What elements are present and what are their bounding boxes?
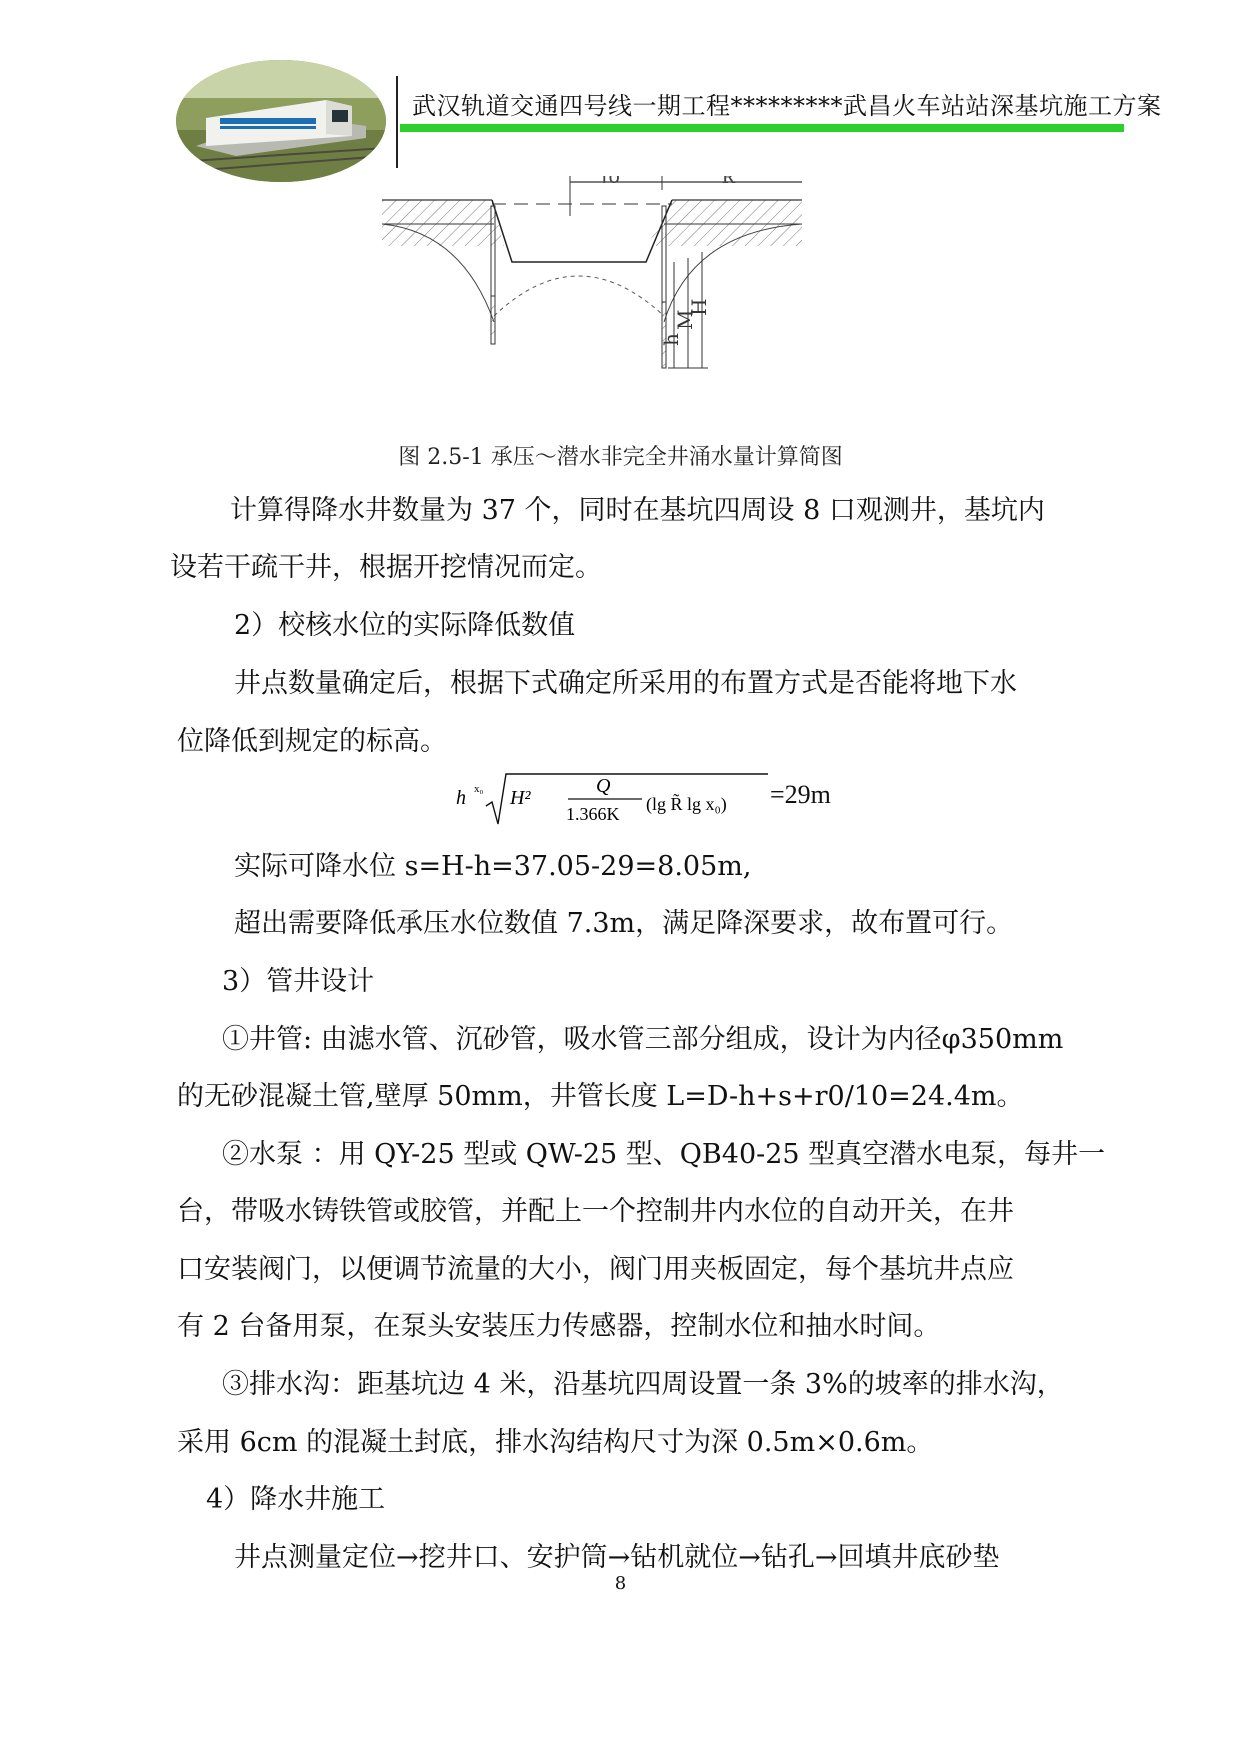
- paragraph-line: 采用 6cm 的混凝土封底，排水沟结构尺寸为深 0.5m×0.6m。: [177, 1427, 934, 1458]
- paragraph-line: 计算得降水井数量为 37 个，同时在基坑四周设 8 口观测井，基坑内: [230, 495, 1045, 526]
- h-label: h: [659, 333, 683, 346]
- formula-result: =29m: [770, 780, 831, 809]
- section-heading: 3）管井设计: [222, 966, 375, 997]
- paragraph-line: 位降低到规定的标高。: [177, 726, 447, 757]
- R-label: R: [722, 176, 736, 188]
- paragraph-line: 的无砂混凝土管,壁厚 50mm，井管长度 L=D-h+s+r0/10=24.4m。: [177, 1081, 1024, 1112]
- paragraph-line: ①井管: 由滤水管、沉砂管，吸水管三部分组成，设计为内径φ350mm: [222, 1024, 1064, 1055]
- r0-label: ro: [602, 176, 620, 188]
- figure-caption: 图 2.5-1 承压～潜水非完全井涌水量计算简图: [398, 445, 843, 470]
- formula-denominator: 1.366K: [566, 804, 620, 824]
- header-divider: [396, 76, 398, 168]
- train-logo-image: [176, 60, 386, 182]
- paragraph-line: ③排水沟：距基坑边 4 米，沿基坑四周设置一条 3%的坡率的排水沟，: [222, 1369, 1064, 1400]
- header-title: 武汉轨道交通四号线一期工程*********武昌火车站站深基坑施工方案: [412, 92, 1162, 120]
- H-label: H: [687, 298, 711, 316]
- header-green-rule: [400, 124, 1124, 132]
- formula-lg-term: (lg R̃ lg x₀): [646, 794, 727, 814]
- formula-Q: Q: [596, 775, 611, 797]
- paragraph-line: ②水泵 ：用 QY-25 型或 QW-25 型、QB40-25 型真空潜水电泵，每井一: [222, 1139, 1106, 1170]
- paragraph-line: 井点测量定位→挖井口、安护筒→钻机就位→钻孔→回填井底砂垫: [234, 1542, 1000, 1573]
- page-number: 8: [614, 1573, 627, 1594]
- section-heading: 2）校核水位的实际降低数值: [234, 610, 576, 641]
- formula-H2: H²: [510, 787, 531, 809]
- paragraph-line: 超出需要降低承压水位数值 7.3m，满足降深要求，故布置可行。: [234, 908, 1014, 939]
- formula-x0: x₀: [474, 783, 484, 795]
- M-label: M: [673, 309, 697, 330]
- formula-h: h: [456, 787, 466, 809]
- paragraph-line: 有 2 台备用泵，在泵头安装压力传感器，控制水位和抽水时间。: [177, 1311, 941, 1342]
- paragraph-line: 口安装阀门，以便调节流量的大小，阀门用夹板固定，每个基坑井点应: [177, 1254, 1014, 1285]
- paragraph-line: 井点数量确定后，根据下式确定所采用的布置方式是否能将地下水: [234, 668, 1017, 699]
- header-logo: [176, 60, 386, 182]
- paragraph-line: 实际可降水位 s=H-h=37.05-29=8.05m,: [234, 851, 752, 882]
- well-diagram: [382, 176, 902, 412]
- paragraph-line: 设若干疏干井，根据开挖情况而定。: [170, 552, 602, 583]
- paragraph-line: 台，带吸水铸铁管或胶管，并配上一个控制井内水位的自动开关，在井: [177, 1196, 1014, 1227]
- section-heading: 4）降水井施工: [206, 1484, 386, 1515]
